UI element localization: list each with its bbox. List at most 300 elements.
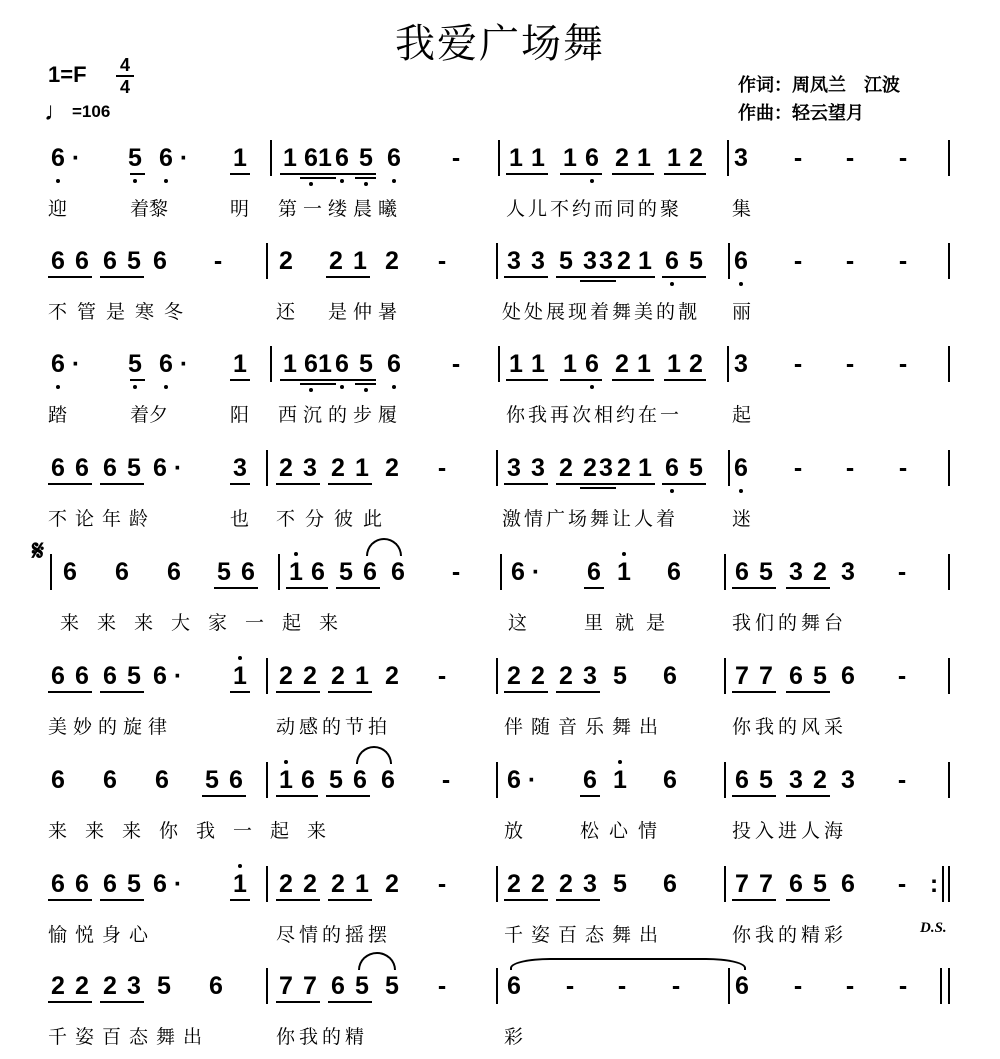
- note: 2: [331, 870, 345, 898]
- beam-line: [100, 483, 144, 485]
- lower-octave-dot: [133, 385, 137, 389]
- beam-line: [612, 379, 654, 381]
- time-signature: [116, 56, 134, 96]
- note: 3: [127, 972, 141, 1000]
- note: 2: [583, 454, 597, 482]
- note: 6: [209, 972, 223, 1000]
- barline: [266, 450, 268, 486]
- note: 5: [128, 350, 142, 378]
- barline: [50, 554, 52, 590]
- note: 6: [103, 870, 117, 898]
- beam-line-double: [580, 280, 616, 282]
- lyric-segment: 千姿百态舞出: [504, 924, 667, 946]
- barline: [727, 140, 729, 176]
- note: 6: [789, 662, 803, 690]
- note: 7: [735, 662, 749, 690]
- note: 5: [813, 870, 827, 898]
- beam-line: [732, 899, 776, 901]
- barline: [266, 658, 268, 694]
- note: 6: [153, 247, 167, 275]
- barline: [500, 554, 502, 590]
- lyric-segment: 明: [230, 198, 250, 220]
- note: 2: [689, 144, 703, 172]
- tie-slur: [356, 746, 392, 764]
- beam-line: [202, 795, 246, 797]
- dash-extension: -: [793, 972, 803, 1000]
- beam-line: [48, 899, 92, 901]
- note: 7: [735, 870, 749, 898]
- note: 2: [689, 350, 703, 378]
- note: 1: [283, 144, 297, 172]
- note: 6: [51, 350, 65, 378]
- lower-octave-dot: [340, 179, 344, 183]
- note: 1: [563, 350, 577, 378]
- barline: [948, 450, 950, 486]
- barline: [266, 866, 268, 902]
- note: 6: [663, 870, 677, 898]
- note: 2: [279, 454, 293, 482]
- note: 1: [531, 350, 545, 378]
- note: 6: [304, 350, 318, 378]
- beam-line: [560, 173, 602, 175]
- note: 2: [559, 870, 573, 898]
- note: 6: [51, 662, 65, 690]
- beam-line: [556, 276, 655, 278]
- lyric-segment: 也: [230, 508, 250, 530]
- note: 6: [353, 766, 367, 794]
- time-signature-bottom: 4: [119, 77, 130, 97]
- dash-extension: -: [897, 766, 907, 794]
- barline: [727, 346, 729, 382]
- note: 2: [813, 558, 827, 586]
- notation-line: [0, 243, 1000, 283]
- note: 1: [233, 662, 247, 690]
- note: 1: [233, 144, 247, 172]
- note: 5: [613, 662, 627, 690]
- dash-extension: -: [617, 972, 627, 1000]
- lyric-segment: 伴随音乐舞出: [504, 716, 667, 738]
- beam-line: [276, 691, 320, 693]
- note: 6: [667, 558, 681, 586]
- note: 1: [667, 350, 681, 378]
- note: 6: [241, 558, 255, 586]
- note: 2: [279, 662, 293, 690]
- note: 2: [615, 350, 629, 378]
- beam-line: [230, 173, 250, 175]
- beam-line: [556, 899, 600, 901]
- note: 6: [153, 662, 167, 690]
- note: 1: [613, 766, 627, 794]
- note: :: [929, 870, 939, 898]
- dash-extension: -: [451, 144, 461, 172]
- note: 6: [387, 350, 401, 378]
- note: 1: [667, 144, 681, 172]
- barline: [942, 866, 944, 902]
- note: 5: [689, 247, 703, 275]
- beam-line: [662, 483, 706, 485]
- barline: [724, 866, 726, 902]
- note: 6: [585, 144, 599, 172]
- note: 2: [385, 870, 399, 898]
- beam-line: [732, 587, 776, 589]
- note: 3: [531, 247, 545, 275]
- note: 6: [789, 870, 803, 898]
- note: 6: [734, 247, 748, 275]
- beam-line: [506, 379, 548, 381]
- note: 3: [841, 766, 855, 794]
- beam-line: [100, 691, 144, 693]
- lyrics-line: [0, 504, 1000, 534]
- lower-octave-dot: [364, 388, 368, 392]
- dash-extension: -: [897, 662, 907, 690]
- beam-line: [556, 691, 600, 693]
- lyric-segment: 来来来你我一起来: [48, 820, 345, 842]
- note: 1: [318, 144, 332, 172]
- note: 6: [663, 662, 677, 690]
- lyric-segment: 丽: [732, 301, 752, 323]
- segno-sign: 𝄋: [32, 534, 45, 567]
- augmentation-dot: ·: [179, 144, 189, 172]
- note: 6: [304, 144, 318, 172]
- barline: [498, 346, 500, 382]
- note: 6: [507, 972, 521, 1000]
- beam-line: [276, 795, 318, 797]
- note: 6: [735, 972, 749, 1000]
- barline: [270, 346, 272, 382]
- dash-extension: -: [437, 870, 447, 898]
- notation-line: [0, 866, 1000, 906]
- note: 6: [159, 144, 173, 172]
- note: 3: [599, 247, 613, 275]
- note: 6: [665, 454, 679, 482]
- augmentation-dot: ·: [173, 454, 183, 482]
- augmentation-dot: ·: [173, 662, 183, 690]
- note: 6: [75, 247, 89, 275]
- note: 1: [509, 144, 523, 172]
- lyrics-line: [0, 297, 1000, 327]
- lyric-segment: 人儿不约而同的聚: [506, 198, 683, 220]
- lyric-segment: 着夕: [130, 404, 169, 426]
- note: 2: [385, 247, 399, 275]
- lower-octave-dot: [739, 489, 743, 493]
- beam-line: [48, 483, 92, 485]
- lyric-segment: 你我的精: [276, 1026, 369, 1048]
- note: 2: [103, 972, 117, 1000]
- note: 1: [355, 454, 369, 482]
- note: 2: [51, 972, 65, 1000]
- note: 6: [75, 454, 89, 482]
- lower-octave-dot: [670, 489, 674, 493]
- note: 6: [665, 247, 679, 275]
- beam-line: [612, 173, 654, 175]
- notation-line: [0, 450, 1000, 490]
- note: 6: [75, 662, 89, 690]
- barline: [728, 968, 730, 1004]
- beam-line: [664, 379, 706, 381]
- dash-extension: -: [437, 454, 447, 482]
- barline: [266, 243, 268, 279]
- lyrics-line: [0, 712, 1000, 742]
- lyrics-line: [0, 1022, 1000, 1052]
- beam-line-double: [355, 383, 376, 385]
- note: 2: [385, 454, 399, 482]
- beam-line: [48, 1001, 92, 1003]
- note: 7: [279, 972, 293, 1000]
- lower-octave-dot: [590, 179, 594, 183]
- beam-line: [664, 173, 706, 175]
- beam-line: [230, 379, 250, 381]
- note: 2: [531, 870, 545, 898]
- augmentation-dot: ·: [531, 558, 541, 586]
- credits: [738, 72, 900, 128]
- lyrics-line: [0, 194, 1000, 224]
- note: 5: [385, 972, 399, 1000]
- beam-line: [584, 587, 604, 589]
- barline: [948, 140, 950, 176]
- note: 5: [813, 662, 827, 690]
- note: 2: [507, 662, 521, 690]
- note: 2: [617, 247, 631, 275]
- barline: [496, 243, 498, 279]
- note: 6: [587, 558, 601, 586]
- beam-line: [100, 1001, 144, 1003]
- note: 6: [155, 766, 169, 794]
- note: 1: [233, 350, 247, 378]
- dal-segno-mark: D.S.: [920, 920, 947, 936]
- lyric-segment: 千姿百态舞出: [48, 1026, 211, 1048]
- note: 1: [289, 558, 303, 586]
- note: 1: [617, 558, 631, 586]
- note: 5: [359, 144, 373, 172]
- beam-line: [786, 587, 830, 589]
- notation-line: [0, 554, 1000, 594]
- beam-line: [280, 173, 300, 175]
- lyric-segment: 不管是寒冬: [48, 301, 194, 323]
- augmentation-dot: ·: [527, 766, 537, 794]
- note: 6: [583, 766, 597, 794]
- beam-line: [786, 795, 830, 797]
- note: 3: [583, 247, 597, 275]
- lyric-segment: 彩: [504, 1026, 524, 1048]
- beam-line: [504, 483, 548, 485]
- beam-line: [326, 276, 370, 278]
- beam-line: [328, 691, 372, 693]
- beam-line-double: [300, 177, 336, 179]
- lyric-segment: 我们的舞台: [732, 612, 848, 634]
- dash-extension: -: [793, 454, 803, 482]
- note: 5: [127, 247, 141, 275]
- barline: [940, 968, 942, 1004]
- notation-line: [0, 968, 1000, 1008]
- note: 6: [363, 558, 377, 586]
- note: 1: [509, 350, 523, 378]
- beam-line: [580, 795, 600, 797]
- note: 3: [583, 870, 597, 898]
- barline: [724, 762, 726, 798]
- note: 6: [734, 454, 748, 482]
- note: 3: [531, 454, 545, 482]
- barline: [496, 968, 498, 1004]
- beam-line: [280, 379, 300, 381]
- tie-slur: [358, 952, 396, 970]
- note: 3: [583, 662, 597, 690]
- note: 2: [75, 972, 89, 1000]
- barline: [496, 866, 498, 902]
- beam-line: [286, 587, 328, 589]
- note: 2: [385, 662, 399, 690]
- dash-extension: -: [897, 558, 907, 586]
- lyric-segment: 是仲暑: [328, 301, 404, 323]
- notation-line: [0, 140, 1000, 180]
- dash-extension: -: [845, 247, 855, 275]
- note: 1: [638, 247, 652, 275]
- notation-line: [0, 346, 1000, 386]
- dash-extension: -: [437, 972, 447, 1000]
- upper-octave-dot: [622, 552, 626, 556]
- dash-extension: -: [898, 144, 908, 172]
- lyric-segment: 迎: [48, 198, 68, 220]
- beam-line: [230, 899, 250, 901]
- key-signature: 1=F: [48, 62, 87, 87]
- note: 1: [563, 144, 577, 172]
- dash-extension: -: [793, 247, 803, 275]
- note: 2: [279, 870, 293, 898]
- beam-line: [662, 276, 706, 278]
- lyric-segment: 你我再次相约在一: [506, 404, 683, 426]
- barline: [496, 658, 498, 694]
- lyrics-line: [0, 816, 1000, 846]
- dash-extension: -: [897, 870, 907, 898]
- lyric-segment: 激情广场舞让人着: [502, 508, 679, 530]
- beam-line: [276, 1001, 320, 1003]
- note: 5: [359, 350, 373, 378]
- barline: [496, 762, 498, 798]
- beam-line: [214, 587, 258, 589]
- lower-octave-dot: [670, 282, 674, 286]
- note: 2: [303, 662, 317, 690]
- lower-octave-dot: [56, 385, 60, 389]
- beam-line: [560, 379, 602, 381]
- note: 2: [331, 454, 345, 482]
- lyric-segment: 这: [508, 612, 528, 634]
- barline: [948, 346, 950, 382]
- lyrics-line: [0, 920, 1000, 950]
- beam-line-double: [580, 487, 616, 489]
- lyric-segment: 愉悦身心: [48, 924, 157, 946]
- note: 6: [153, 870, 167, 898]
- tempo-marking: [44, 96, 111, 126]
- dash-extension: -: [441, 766, 451, 794]
- beam-line-double: [355, 177, 376, 179]
- barline: [948, 243, 950, 279]
- quarter-note-icon: ♩: [44, 96, 70, 126]
- beam-line: [506, 173, 548, 175]
- note: 3: [303, 454, 317, 482]
- lyric-segment: 不分彼此: [276, 508, 393, 530]
- lyric-segment: 放: [504, 820, 524, 842]
- note: 5: [157, 972, 171, 1000]
- dash-extension: -: [845, 454, 855, 482]
- upper-octave-dot: [294, 552, 298, 556]
- beam-line: [330, 379, 376, 381]
- lower-octave-dot: [56, 179, 60, 183]
- augmentation-dot: ·: [71, 350, 81, 378]
- lower-octave-dot: [739, 282, 743, 286]
- lower-octave-dot: [392, 179, 396, 183]
- note: 6: [167, 558, 181, 586]
- note: 5: [339, 558, 353, 586]
- time-signature-top: 4: [119, 55, 130, 75]
- note: 5: [217, 558, 231, 586]
- lyric-segment: 你我的精彩: [732, 924, 848, 946]
- dash-extension: -: [565, 972, 575, 1000]
- beam-line: [100, 276, 144, 278]
- upper-octave-dot: [238, 864, 242, 868]
- barline: [266, 762, 268, 798]
- upper-octave-dot: [618, 760, 622, 764]
- beam-line: [130, 173, 145, 175]
- note: 6: [311, 558, 325, 586]
- note: 3: [599, 454, 613, 482]
- note: 2: [813, 766, 827, 794]
- note: 6: [51, 454, 65, 482]
- note: 1: [638, 454, 652, 482]
- note: 6: [331, 972, 345, 1000]
- note: 6: [159, 350, 173, 378]
- note: 6: [103, 766, 117, 794]
- note: 5: [128, 144, 142, 172]
- note: 3: [789, 766, 803, 794]
- dash-extension: -: [451, 350, 461, 378]
- note: 5: [127, 662, 141, 690]
- lyric-segment: 你我的风采: [732, 716, 848, 738]
- barline: [728, 450, 730, 486]
- note: 6: [735, 766, 749, 794]
- lyric-segment: 第一缕晨曦: [278, 198, 404, 220]
- note: 5: [759, 558, 773, 586]
- lower-octave-dot: [364, 182, 368, 186]
- lower-octave-dot: [309, 182, 313, 186]
- lyric-segment: 尽情的摇摆: [276, 924, 392, 946]
- note: 6: [511, 558, 525, 586]
- beam-line: [786, 691, 830, 693]
- beam-line: [276, 899, 320, 901]
- note: 2: [303, 870, 317, 898]
- note: 2: [507, 870, 521, 898]
- barline: [948, 554, 950, 590]
- composer: 作曲：轻云望月: [738, 103, 864, 124]
- note: 6: [335, 350, 349, 378]
- note: 6: [841, 870, 855, 898]
- lyrics-line: [0, 608, 1000, 638]
- notation-line: [0, 658, 1000, 698]
- lyric-segment: 处处展现着舞美的靓: [502, 301, 701, 323]
- dash-extension: -: [451, 558, 461, 586]
- beam-line: [328, 483, 372, 485]
- beam-line: [328, 899, 372, 901]
- note: 5: [205, 766, 219, 794]
- note: 2: [329, 247, 343, 275]
- note: 6: [51, 870, 65, 898]
- note: 6: [103, 662, 117, 690]
- note: 6: [63, 558, 77, 586]
- barline: [948, 658, 950, 694]
- barline: [728, 243, 730, 279]
- lyric-segment: 里就是: [584, 612, 678, 634]
- note: 5: [329, 766, 343, 794]
- note: 6: [841, 662, 855, 690]
- beam-line: [48, 691, 92, 693]
